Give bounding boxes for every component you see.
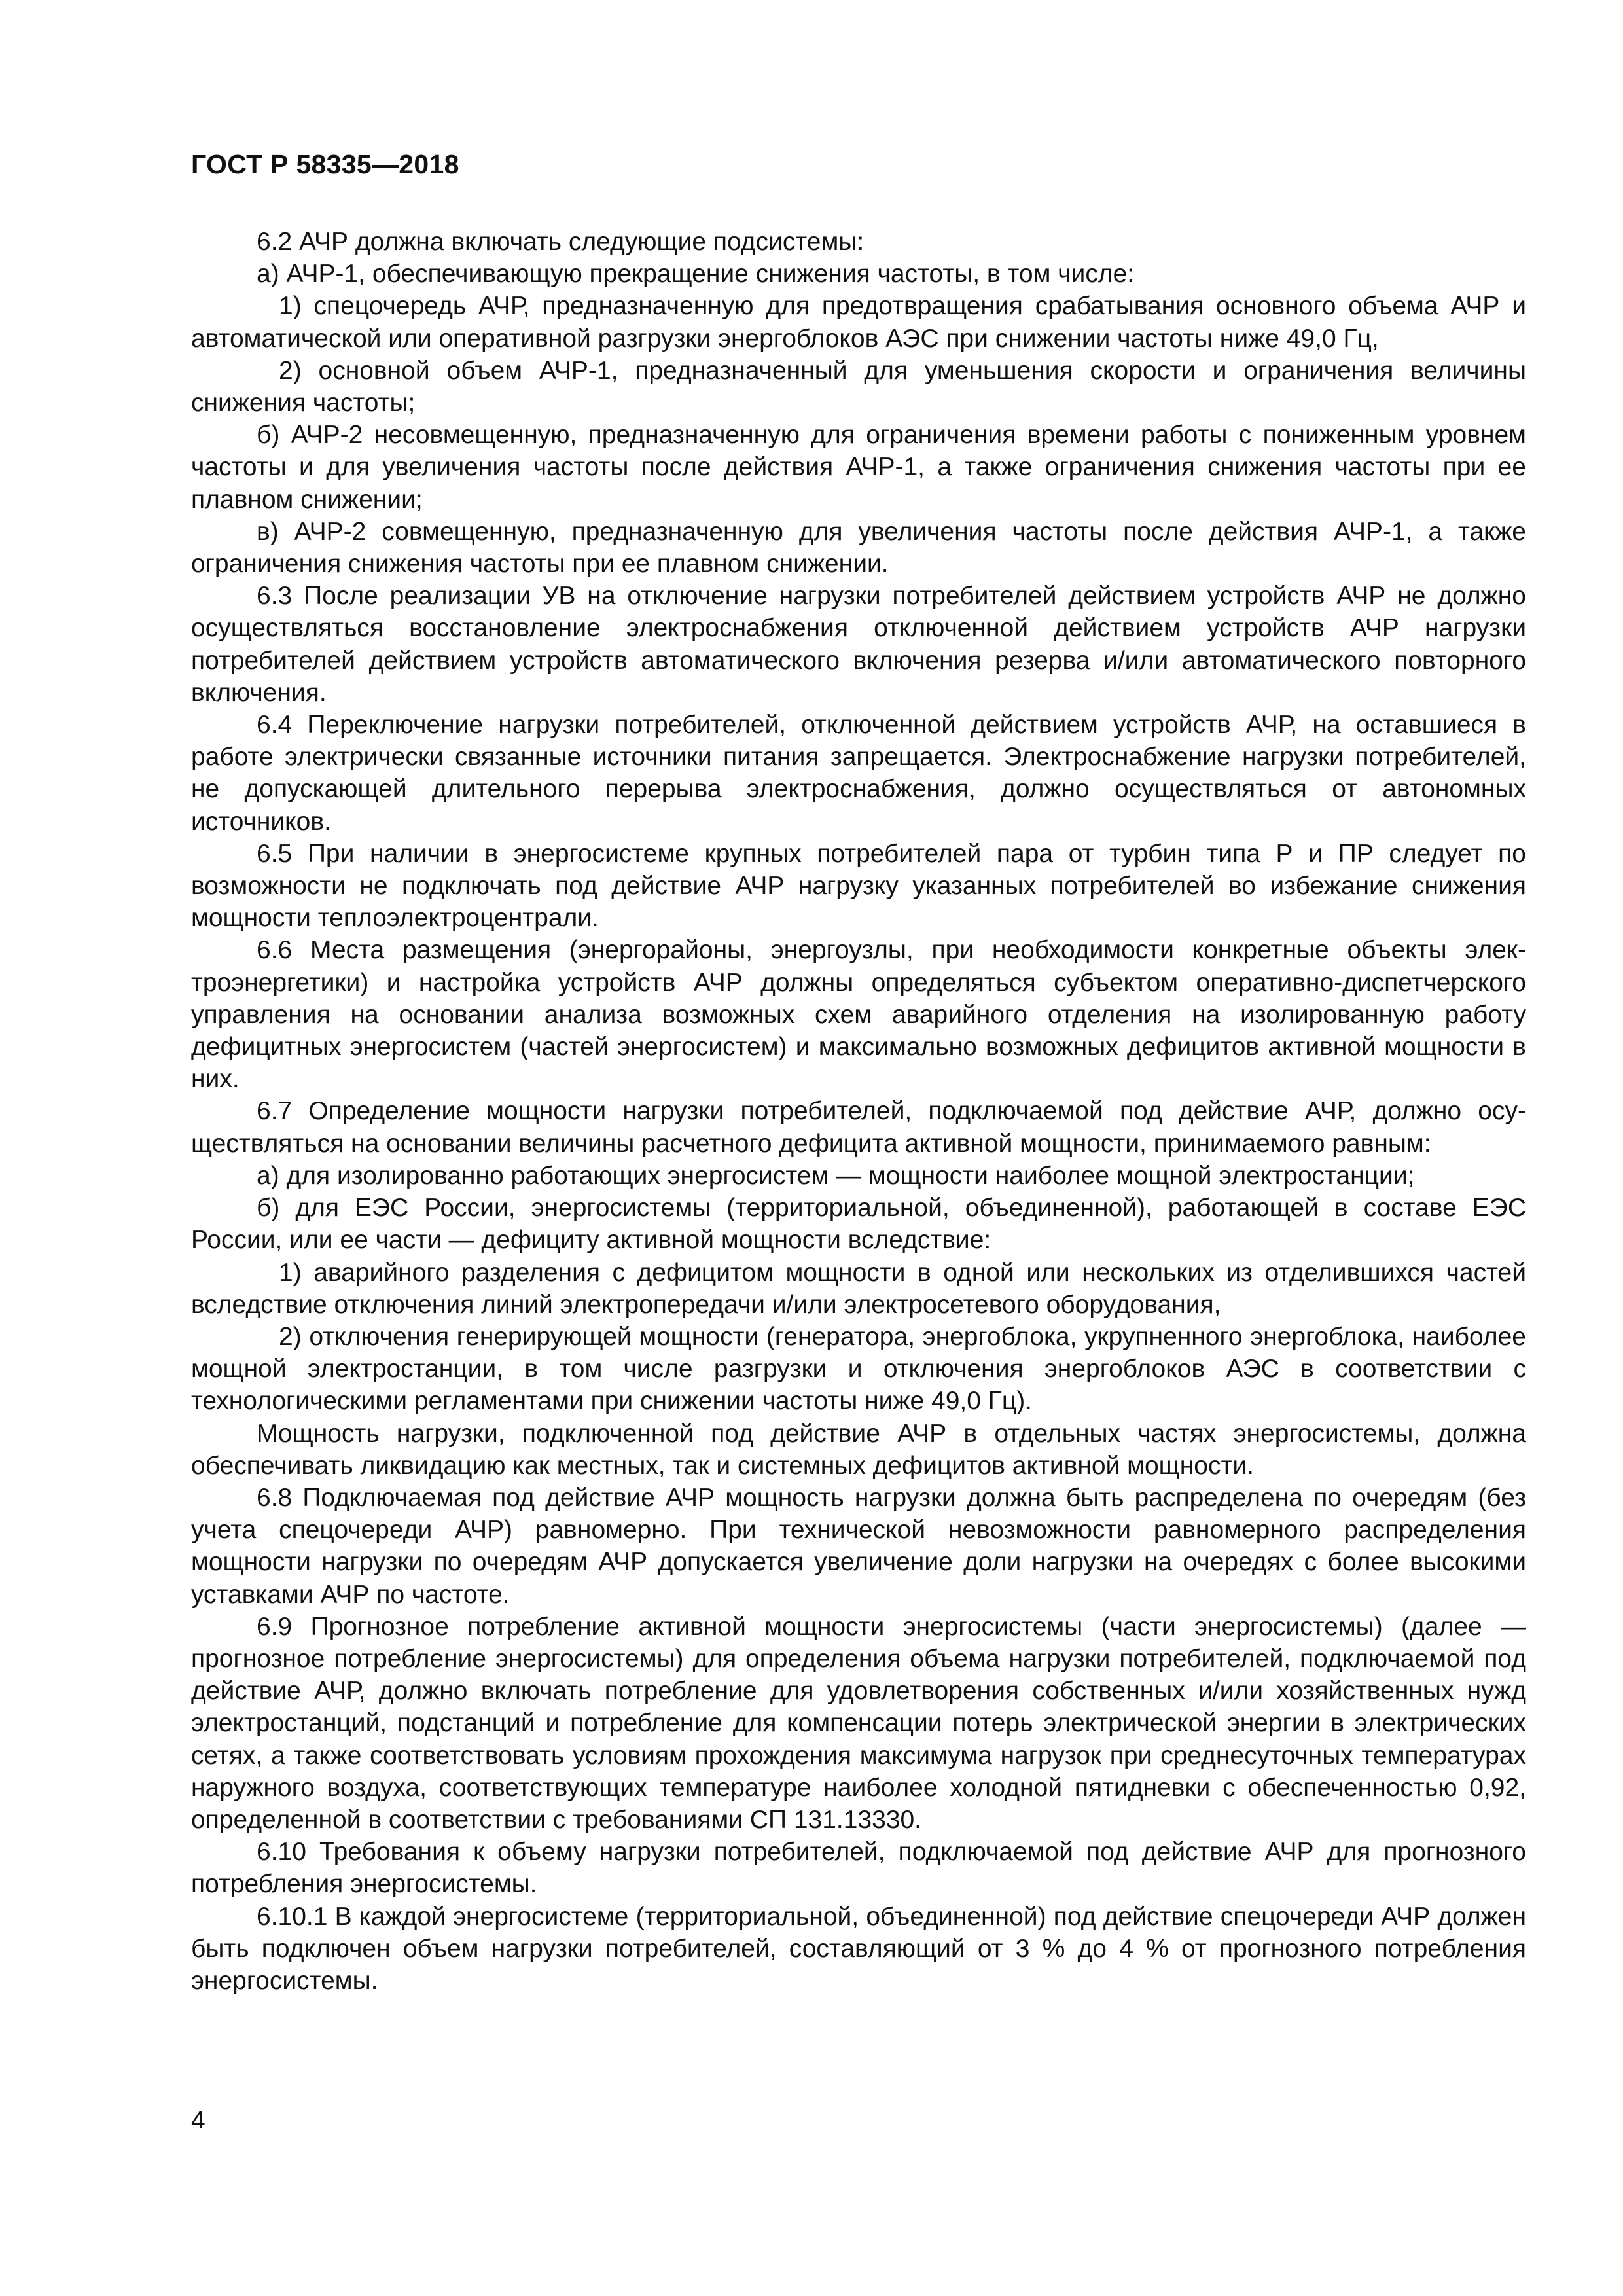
- paragraph: б) АЧР-2 несовмещенную, предназначенную для ограничения времени работы с пониженным уровнем частоты и для увеличения частоты после действия АЧР-1, а также ограничения снижения частоты при ее плавном снижении;: [191, 421, 1526, 514]
- paragraph: 6.10.1 В каждой энергосистеме (территориальной, объединенной) под действие спецочереди АЧР должен быть подключен объем нагрузки потребителей, составляющий от 3 % до 4 % от прогнозного потребления энергосистемы.: [191, 1902, 1526, 1995]
- paragraph: 6.8 Подключаемая под действие АЧР мощность нагрузки должна быть распределена по очередям (без учета спецочереди АЧР) равномерно. При технической невозможности равномерного распределения мощности нагрузки по очередям АЧР допускается увеличение доли нагрузки на очередях с более высокими уставками АЧР по частоте.: [191, 1483, 1526, 1609]
- paragraph: б) для ЕЭС России, энергосистемы (территориальной, объединенной), работающей в составе ЕЭС России, или ее части — дефициту активной мощности вследствие:: [191, 1194, 1526, 1255]
- paragraph: 2) отключения генерирующей мощности (генератора, энергоблока, укрупненного энергоблока, наиболее мощной электростанции, в том числе разгрузки и отключения энергоблоков АЭС в соответствии с технологическими регламентами при снижении частоты ниже 49,0 Гц).: [191, 1322, 1526, 1416]
- paragraph: 6.2 АЧР должна включать следующие подсистемы:: [257, 228, 865, 256]
- paragraph: 6.5 При наличии в энергосистеме крупных потребителей пара от турбин типа Р и ПР следует по возможности не подключать под действие АЧР нагрузку указанных потребителей во избежание снижения мощности теплоэлектроцентрали.: [191, 839, 1526, 933]
- page-number: 4: [191, 2106, 205, 2134]
- paragraph: в) АЧР-2 совмещенную, предназначенную для увеличения частоты после действия АЧР-1, а также ограничения снижения частоты при ее плавном снижении.: [191, 517, 1526, 579]
- standard-header: ГОСТ Р 58335—2018: [191, 149, 459, 179]
- paragraph: 6.9 Прогнозное потребление активной мощности энергосистемы (части энергосистемы) (далее — прогнозное потребление энергосистемы) для определения объема нагрузки потребителей, подключаемой под действие АЧР, должно включать потребление для удовлетворения собственных и/или хозяйственных нужд электростанций, подстанций и потребление для компенсации потерь электрической энергии в электрических сетях, а также соответствовать условиям прохождения максимума нагрузок при среднесуточных температурах наружного воздуха, соответствующих температуре наиболее холодной пятидневки с обеспеченностью 0,92, определенной в соответствии с требованиями СП 131.13330.: [191, 1612, 1526, 1834]
- paragraph: 6.4 Переключение нагрузки потребителей, отключенной действием устройств АЧР, на оставшиеся в работе электрически связанные источники питания запрещается. Электроснабжение нагрузки потребителей, не допускающей длительного перерыва электроснабжения, должно осуществляться от автономных источников.: [191, 711, 1526, 836]
- paragraph: а) для изолированно работающих энергосистем — мощности наиболее мощной электростанции;: [257, 1161, 1415, 1190]
- paragraph: Мощность нагрузки, подключенной под действие АЧР в отдельных частях энергосистемы, должна обеспечивать ликвидацию как местных, так и системных дефицитов активной мощности.: [191, 1419, 1526, 1480]
- document-body: [191, 226, 1526, 1997]
- paragraph: 6.6 Места размещения (энергорайоны, энергоузлы, при необходимости конкретные объекты электроэнергетики) и настройка устройств АЧР должны определяться субъектом оперативно-диспетчерского управления на основании анализа возможных схем аварийного отделения на изолированную работу дефицитных энергосистем (частей энергосистем) и максимально возможных дефицитов активной мощности в них.: [191, 936, 1526, 1094]
- paragraph: 6.10 Требования к объему нагрузки потребителей, подключаемой под действие АЧР для прогнозного потребления энергосистемы.: [191, 1838, 1526, 1899]
- paragraph: а) АЧР-1, обеспечивающую прекращение снижения частоты, в том числе:: [257, 260, 1135, 289]
- paragraph: 1) аварийного разделения с дефицитом мощности в одной или нескольких из отделившихся частей вследствие отключения линий электропередачи и/или электросетевого оборудования,: [191, 1258, 1526, 1319]
- paragraph: 2) основной объем АЧР-1, предназначенный для уменьшения скорости и ограничения величины снижения частоты;: [191, 356, 1526, 418]
- paragraph: 1) спецочередь АЧР, предназначенную для предотвращения срабатывания основного объема АЧР и автоматической или оперативной разгрузки энергоблоков АЭС при снижении частоты ниже 49,0 Гц,: [191, 292, 1526, 353]
- paragraph: 6.3 После реализации УВ на отключение нагрузки потребителей действием устройств АЧР не должно осуществляться восстановление электроснабжения отключенной действием устройств АЧР нагрузки потребителей действием устройств автоматического включения резерва и/или автоматического повторного включения.: [191, 582, 1526, 707]
- paragraph: 6.7 Определение мощности нагрузки потребителей, подключаемой под действие АЧР, должно осуществляться на основании величины расчетного дефицита активной мощности, принимаемого равным:: [191, 1097, 1526, 1158]
